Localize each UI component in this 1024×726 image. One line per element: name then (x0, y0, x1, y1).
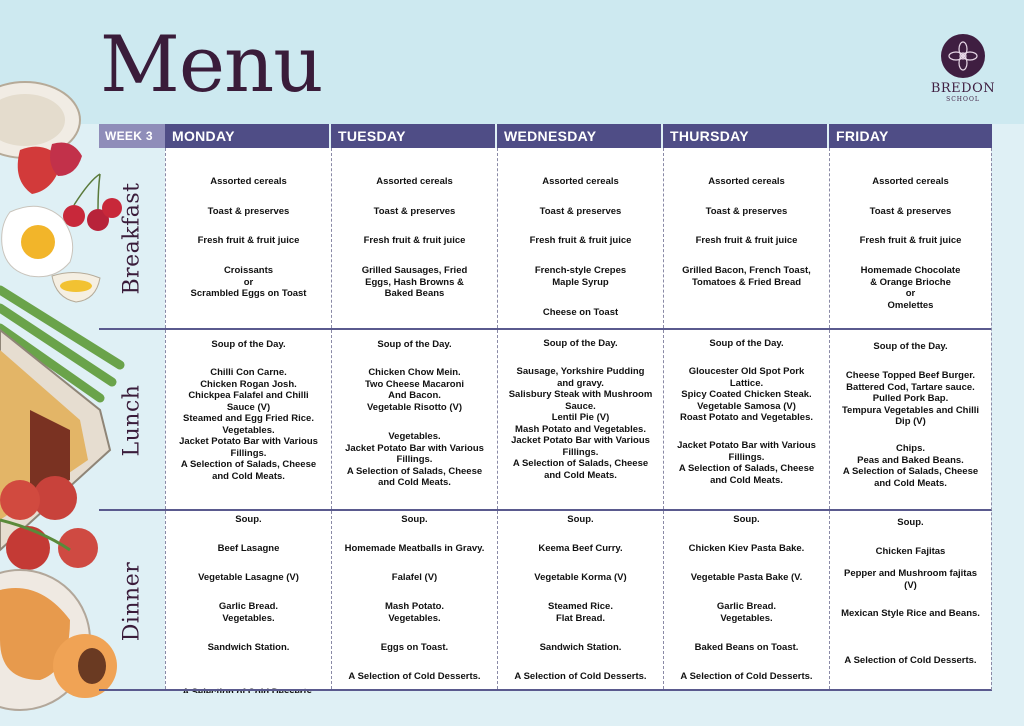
menu-item: Steamed Rice. Flat Bread. (548, 601, 613, 624)
menu-item: Fresh fruit & fruit juice (859, 235, 962, 246)
menu-cell-dinner-friday (829, 511, 991, 689)
menu-item: Mash Potato. Vegetables. (384, 601, 445, 624)
menu-item: Vegetable Korma (V) (534, 572, 627, 583)
menu-item: Soup. (733, 514, 760, 525)
menu-item: A Selection of Cold Desserts. (844, 655, 977, 666)
menu-item: Mexican Style Rice and Beans. (841, 608, 980, 619)
menu-item: Soup of the Day. (377, 339, 452, 350)
menu-item: French-style Crepes Maple Syrup (534, 265, 627, 288)
menu-item: Chicken Fajitas (875, 546, 946, 557)
menu-cell-dinner-monday (165, 511, 331, 689)
menu-item: Soup. (401, 514, 428, 525)
menu-item: Toast & preserves (869, 206, 952, 217)
menu-cell-lunch-tuesday (331, 330, 497, 509)
menu-item: Grilled Bacon, French Toast, Tomatoes & Fried Bread (682, 265, 811, 288)
day-header-thursday: THURSDAY (663, 124, 827, 148)
menu-cell-dinner-thursday (663, 511, 829, 689)
menu-item: Fresh fruit & fruit juice (363, 235, 466, 246)
menu-item: Soup. (567, 514, 594, 525)
menu-cell-lunch-friday (829, 330, 991, 509)
menu-item: Beef Lasagne (217, 543, 280, 554)
menu-item: Grilled Sausages, Fried Eggs, Hash Browns & Baked Beans (361, 265, 468, 299)
menu-item: Vegetable Lasagne (V) (198, 572, 299, 583)
menu-item: Jacket Potato Bar with Various Fillings. A Selection of Salads, Cheese and Cold Meats. (677, 440, 816, 486)
logo-subtitle: SCHOOL (946, 96, 980, 103)
menu-cell-breakfast-friday (829, 148, 991, 328)
menu-item: Chicken Kiev Pasta Bake. (688, 543, 805, 554)
menu-item: A Selection of Cold Desserts. (514, 671, 647, 682)
menu-item: Toast & preserves (207, 206, 290, 217)
menu-item: Croissants or Scrambled Eggs on Toast (190, 265, 307, 299)
menu-item: Homemade Chocolate & Orange Brioche or Omelettes (860, 265, 961, 311)
menu-item: Soup of the Day. (211, 339, 286, 350)
menu-item: Gloucester Old Spot Pork Lattice. Spicy Coated Chicken Steak. Vegetable Samosa (V) Roast Potato and Vegetables. (679, 366, 814, 423)
menu-cell-dinner-tuesday (331, 511, 497, 689)
menu-cell-lunch-wednesday (497, 330, 663, 509)
menu-item: Falafel (V) (391, 572, 438, 583)
menu-item: Sandwich Station. (207, 642, 290, 653)
day-header-monday: MONDAY (165, 124, 329, 148)
menu-item: Pepper and Mushroom fajitas (V) (843, 568, 978, 591)
menu-item: Keema Beef Curry. (538, 543, 623, 554)
menu-cell-breakfast-tuesday (331, 148, 497, 328)
menu-item: Cheese on Toast (542, 307, 619, 318)
menu-item: Garlic Bread. Vegetables. (218, 601, 279, 624)
menu-item: Vegetable Pasta Bake (V. (690, 572, 803, 583)
menu-item: Cheese Topped Beef Burger. Battered Cod, Tartare sauce. Pulled Pork Bap. Tempura Vegetables and Chilli Dip (V) (841, 370, 980, 427)
logo-name: BREDON (930, 81, 996, 96)
row-divider (99, 689, 992, 691)
menu-cell-breakfast-thursday (663, 148, 829, 328)
menu-item: Baked Beans on Toast. (694, 642, 799, 653)
menu-item: Assorted cereals (542, 176, 619, 187)
menu-item: Chilli Con Carne. Chicken Rogan Josh. Chickpea Falafel and Chilli Sauce (V) Steamed and Egg Fried Rice. Vegetables. Jacket Potato Bar with Various Fillings. A Selection of Salads, Cheese and Cold Meats. (179, 367, 318, 482)
menu-item: A Selection of Cold Desserts. (348, 671, 481, 682)
menu-item: Homemade Meatballs in Gravy. (344, 543, 485, 554)
menu-item: Soup of the Day. (709, 338, 784, 349)
menu-item: Assorted cereals (872, 176, 949, 187)
menu-item: Fresh fruit & fruit juice (529, 235, 632, 246)
menu-item: Assorted cereals (210, 176, 287, 187)
menu-item: Assorted cereals (376, 176, 453, 187)
school-logo (928, 34, 998, 103)
menu-item: A Selection of Cold Desserts. (680, 671, 813, 682)
page-title: Menu (100, 20, 323, 110)
menu-item: Sausage, Yorkshire Pudding and gravy. Salisbury Steak with Mushroom Sauce. Lentil Pie (V) Mash Potato and Vegetables. Jacket Potato Bar with Various Fillings. A Selection of Salads, Cheese and Cold Meats. (508, 366, 653, 481)
week-label: WEEK 3 (99, 124, 165, 148)
menu-item: Eggs on Toast. (380, 642, 449, 653)
menu-cell-breakfast-monday (165, 148, 331, 328)
row-divider (99, 509, 992, 511)
menu-cell-dinner-wednesday (497, 511, 663, 689)
menu-item: Toast & preserves (539, 206, 622, 217)
row-divider (99, 328, 992, 330)
meal-label-breakfast: Breakfast (119, 181, 145, 295)
meal-label-dinner: Dinner (119, 561, 145, 641)
menu-item: Toast & preserves (373, 206, 456, 217)
menu-cell-breakfast-wednesday (497, 148, 663, 328)
menu-item: Chicken Chow Mein. Two Cheese Macaroni And Bacon. Vegetable Risotto (V) (364, 367, 465, 413)
menu-item: Fresh fruit & fruit juice (695, 235, 798, 246)
flower-emblem-icon (941, 34, 985, 78)
menu-item: Toast & preserves (705, 206, 788, 217)
menu-item: Soup of the Day. (873, 341, 948, 352)
menu-item: Garlic Bread. Vegetables. (716, 601, 777, 624)
menu-item: Assorted cereals (708, 176, 785, 187)
menu-item: Soup of the Day. (543, 338, 618, 349)
menu-cell-lunch-thursday (663, 330, 829, 509)
menu-item: Chips. Peas and Baked Beans. A Selection of Salads, Cheese and Cold Meats. (842, 443, 979, 489)
menu-item: Soup. (235, 514, 262, 525)
menu-item: Vegetables. Jacket Potato Bar with Various Fillings. A Selection of Salads, Cheese and Cold Meats. (345, 431, 484, 488)
menu-item: Soup. (897, 517, 924, 528)
meal-label-lunch: Lunch (119, 384, 145, 456)
table-border (991, 148, 992, 690)
menu-item: Fresh fruit & fruit juice (197, 235, 300, 246)
menu-item: Sandwich Station. (539, 642, 622, 653)
day-header-wednesday: WEDNESDAY (497, 124, 661, 148)
day-header-tuesday: TUESDAY (331, 124, 495, 148)
day-header-friday: FRIDAY (829, 124, 992, 148)
menu-cell-lunch-monday (165, 330, 331, 509)
